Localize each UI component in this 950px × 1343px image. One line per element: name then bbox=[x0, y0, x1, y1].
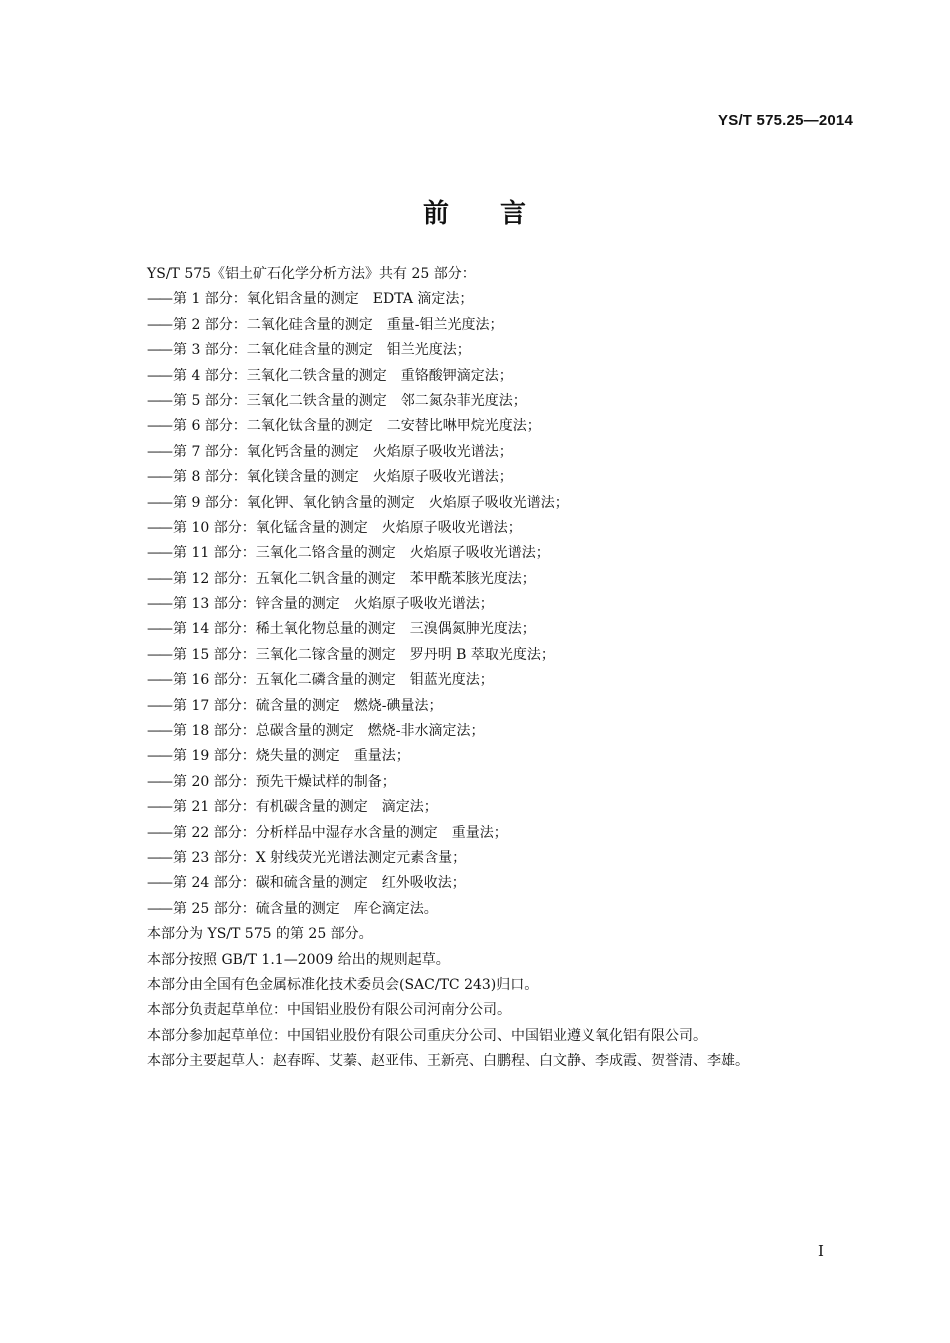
part-list-item bbox=[147, 364, 867, 389]
part-list-item bbox=[147, 643, 867, 668]
part-list-item-text: 第 1 部分：氧化铝含量的测定 EDTA 滴定法； bbox=[173, 291, 474, 308]
item-dash: —— bbox=[147, 418, 171, 435]
part-list-item bbox=[147, 287, 867, 312]
item-dash: —— bbox=[147, 367, 171, 384]
part-list-item-text: 第 11 部分：三氧化二铬含量的测定 火焰原子吸收光谱法； bbox=[173, 545, 550, 562]
part-list-item bbox=[147, 414, 867, 439]
part-list-item bbox=[147, 821, 867, 846]
item-dash: —— bbox=[147, 596, 171, 613]
item-dash: —— bbox=[147, 799, 171, 816]
part-list-item-text: 第 8 部分：氧化镁含量的测定 火焰原子吸收光谱法； bbox=[173, 469, 513, 486]
part-list-item-text: 第 13 部分：锌含量的测定 火焰原子吸收光谱法； bbox=[173, 596, 494, 613]
part-list-item bbox=[147, 897, 867, 922]
part-list-item-text: 第 17 部分：硫含量的测定 燃烧-碘量法； bbox=[173, 697, 443, 714]
part-list-item bbox=[147, 846, 867, 871]
item-dash: —— bbox=[147, 773, 171, 790]
item-dash: —— bbox=[147, 824, 171, 841]
item-dash: —— bbox=[147, 723, 171, 740]
page-number: I bbox=[818, 1242, 824, 1260]
item-dash: —— bbox=[147, 748, 171, 765]
item-dash: —— bbox=[147, 697, 171, 714]
part-list-item-text: 第 19 部分：烧失量的测定 重量法； bbox=[173, 748, 410, 765]
part-list-item-text: 第 3 部分：二氧化硅含量的测定 钼兰光度法； bbox=[173, 342, 471, 359]
part-list-item bbox=[147, 338, 867, 363]
part-list-item-text: 第 6 部分：二氧化钛含量的测定 二安替比啉甲烷光度法； bbox=[173, 418, 541, 435]
note-line: 本部分按照 GB/T 1.1—2009 给出的规则起草。 bbox=[147, 951, 450, 968]
part-list-item bbox=[147, 465, 867, 490]
part-list-item bbox=[147, 770, 867, 795]
part-list-item bbox=[147, 516, 867, 541]
item-dash: —— bbox=[147, 469, 171, 486]
item-dash: —— bbox=[147, 519, 171, 536]
item-dash: —— bbox=[147, 392, 171, 409]
item-dash: —— bbox=[147, 494, 171, 511]
part-list-item bbox=[147, 694, 867, 719]
part-list-item bbox=[147, 617, 867, 642]
part-list-item-text: 第 16 部分：五氧化二磷含量的测定 钼蓝光度法； bbox=[173, 672, 494, 689]
part-list-item-text: 第 20 部分：预先干燥试样的制备； bbox=[173, 773, 396, 790]
part-list-item-text: 第 15 部分：三氧化二镓含量的测定 罗丹明 B 萃取光度法； bbox=[173, 646, 555, 663]
part-list-item-text: 第 23 部分：X 射线荧光光谱法测定元素含量； bbox=[173, 849, 467, 866]
item-dash: —— bbox=[147, 443, 171, 460]
note-line: 本部分参加起草单位：中国铝业股份有限公司重庆分公司、中国铝业遵义氧化铝有限公司。 bbox=[147, 1027, 707, 1044]
part-list-item bbox=[147, 313, 867, 338]
part-list-item bbox=[147, 719, 867, 744]
part-list-item bbox=[147, 871, 867, 896]
part-list-item-text: 第 5 部分：三氧化二铁含量的测定 邻二氮杂菲光度法； bbox=[173, 392, 527, 409]
item-dash: —— bbox=[147, 570, 171, 587]
note-line: 本部分负责起草单位：中国铝业股份有限公司河南分公司。 bbox=[147, 1002, 511, 1019]
part-list-item-text: 第 22 部分：分析样品中湿存水含量的测定 重量法； bbox=[173, 824, 508, 841]
part-list-item bbox=[147, 541, 867, 566]
item-dash: —— bbox=[147, 316, 171, 333]
part-list-item-text: 第 21 部分：有机碳含量的测定 滴定法； bbox=[173, 799, 438, 816]
item-dash: —— bbox=[147, 875, 171, 892]
part-list-item bbox=[147, 567, 867, 592]
part-list-item bbox=[147, 491, 867, 516]
item-dash: —— bbox=[147, 545, 171, 562]
part-list-item-text: 第 12 部分：五氧化二钒含量的测定 苯甲酰苯胲光度法； bbox=[173, 570, 536, 587]
item-dash: —— bbox=[147, 646, 171, 663]
intro-text: YS/T 575《铝土矿石化学分析方法》共有 25 部分： bbox=[147, 266, 476, 282]
part-list-item-text: 第 25 部分：硫含量的测定 库仑滴定法。 bbox=[173, 900, 438, 917]
item-dash: —— bbox=[147, 672, 171, 689]
part-list-item bbox=[147, 440, 867, 465]
note-line: 本部分由全国有色金属标准化技术委员会(SAC/TC 243)归口。 bbox=[147, 976, 539, 993]
note-line: 本部分主要起草人：赵春晖、艾蓁、赵亚伟、王新亮、白鹏程、白文静、李成霞、贺誉清、李雄。 bbox=[147, 1053, 749, 1070]
part-list-item-text: 第 2 部分：二氧化硅含量的测定 重量-钼兰光度法； bbox=[173, 316, 504, 333]
notes-list bbox=[147, 922, 867, 1074]
part-list-item bbox=[147, 744, 867, 769]
part-list-item bbox=[147, 592, 867, 617]
part-list-item-text: 第 4 部分：三氧化二铁含量的测定 重铬酸钾滴定法； bbox=[173, 367, 513, 384]
item-dash: —— bbox=[147, 900, 171, 917]
document-code: YS/T 575.25—2014 bbox=[718, 112, 853, 129]
part-list-item-text: 第 10 部分：氧化锰含量的测定 火焰原子吸收光谱法； bbox=[173, 519, 522, 536]
part-list-item bbox=[147, 389, 867, 414]
part-list-item-text: 第 14 部分：稀土氧化物总量的测定 三溴偶氮胂光度法； bbox=[173, 621, 536, 638]
part-list-item-text: 第 7 部分：氧化钙含量的测定 火焰原子吸收光谱法； bbox=[173, 443, 513, 460]
foreword-body bbox=[147, 262, 867, 1075]
item-dash: —— bbox=[147, 342, 171, 359]
item-dash: —— bbox=[147, 621, 171, 638]
part-list-item bbox=[147, 795, 867, 820]
part-list-item-text: 第 24 部分：碳和硫含量的测定 红外吸收法； bbox=[173, 875, 466, 892]
part-list-item bbox=[147, 668, 867, 693]
note-line: 本部分为 YS/T 575 的第 25 部分。 bbox=[147, 926, 373, 943]
item-dash: —— bbox=[147, 291, 171, 308]
parts-list bbox=[147, 287, 867, 922]
item-dash: —— bbox=[147, 849, 171, 866]
part-list-item-text: 第 18 部分：总碳含量的测定 燃烧-非水滴定法； bbox=[173, 723, 485, 740]
part-list-item-text: 第 9 部分：氧化钾、氧化钠含量的测定 火焰原子吸收光谱法； bbox=[173, 494, 569, 511]
page-title: 前 言 bbox=[422, 199, 528, 229]
